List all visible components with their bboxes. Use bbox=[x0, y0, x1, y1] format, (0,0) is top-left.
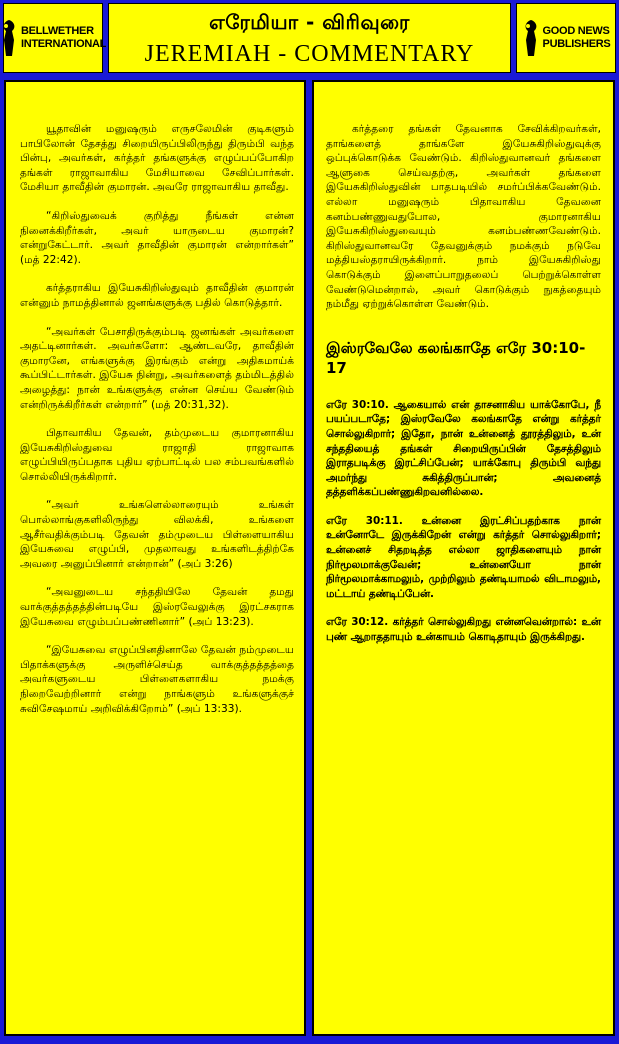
ram-silhouette-icon bbox=[522, 18, 540, 58]
title-box bbox=[108, 3, 511, 73]
paragraph: “அவர்கள் பேசாதிருக்கும்படி ஜனங்கள் அவர்களை அதட்டினார்கள். அவர்களோ: ஆண்டவரே, தாவீதின் குமாரனே, எங்களுக்கு இரங்கும் என்று அதிகமாய்க் கூப்பிட்டார்கள். இயேசு நின்று, அவர்களைத் தம்மிடத்தில் அழைத்து: நான் உங்களுக்கு என்ன செய்ய வேண்டும் என்றிருக்கிறீர்கள் என்றார்” (மத் 20:31,32). bbox=[20, 325, 294, 411]
paragraph: “அவனுடைய சந்ததியிலே தேவன் தமது வாக்குத்தத்தத்தின்படியே இஸ்ரவேலுக்கு இரட்சகராக இயேசுவை எழும்பப்பண்ணினார்” (அப் 13:23). bbox=[20, 586, 294, 628]
right-column bbox=[312, 80, 615, 1036]
logo-right-line1: GOOD NEWS bbox=[542, 25, 610, 37]
page-title-tamil: எரேமியா - விரிவுரை bbox=[209, 10, 410, 34]
ram-silhouette-icon bbox=[0, 18, 18, 58]
logo-right-line2: PUBLISHERS bbox=[542, 38, 611, 50]
intro-paragraph: கர்த்தரை தங்கள் தேவனாக சேவிக்கிறவர்கள், தாங்களைத் தாங்களே இயேசுகிறிஸ்துவுக்கு ஒப்புக்கொடுக்க வேண்டும். கிறிஸ்துவானவர் தங்களை ஆளுகை செய்வதற்கு, அவர்கள் தங்களை இயேசுகிறிஸ்துவின் பாதபடியில் சமர்ப்பிக்கவேண்டும். எல்லா மனுஷரும் பிதாவாகிய தேவனை கனம்பண்ணுவதுபோல, குமாரனாகிய இயேசுகிறிஸ்துவையும் கனம்பண்ணவேண்டும். கிறிஸ்துவானவரே தேவனுக்கும் நமக்கும் நடுவே மத்தியஸ்தராயிருக்கிறார். நாம் இயேசுகிறிஸ்து கொடுக்கும் இளைப்பாறுதலைப் பெற்றுக்கொள்ள வேண்டுமென்றால், அவர் கொடுக்கும் நுகத்தையும் நம்மீது ஏற்றுக்கொள்ள வேண்டும். bbox=[326, 123, 601, 311]
paragraph: யூதாவின் மனுஷரும் எருசலேமின் குடிகளும் பாபிலோன் தேசத்து சிறையிருப்பிலிருந்து திரும்பி வந்த பின்பு, அவர்கள், கர்த்தர் தங்களுக்கு எழுப்பப்போகிற தங்கள் ராஜாவாகிய மேசியாவை சேவிப்பார்கள். மேசியா தாவீதின் குமாரன். அவரே ராஜாவாகிய தாவீது. bbox=[20, 123, 294, 194]
paragraph: “இயேசுவை எழுப்பினதினாலே தேவன் நம்முடைய பிதாக்களுக்கு அருளிச்செய்த வாக்குத்தத்தத்தை அவர்களுடைய பிள்ளைகளாகிய நமக்கு நிறைவேற்றினார் என்று நாங்களும் உங்களுக்குச் சுவிசேஷமாய் அறிவிக்கிறோம்” (அப் 13:33). bbox=[20, 644, 294, 715]
verse-paragraph: எரே 30:12. கர்த்தர் சொல்லுகிறது என்னவென்றால்: உன் புண் ஆறாததாயும் உன்காயம் கொடிதாயும் இருக்கிறது. bbox=[326, 616, 601, 644]
paragraph: பிதாவாகிய தேவன், தம்முடைய குமாரனாகிய இயேசுகிறிஸ்துவை ராஜாதி ராஜாவாக எழுப்பியிருப்பதாக புதிய ஏற்பாட்டில் பல சம்பவங்களில் சொல்லியிருக்கிறார். bbox=[20, 427, 294, 483]
page-title-english: JEREMIAH - COMMENTARY bbox=[144, 41, 475, 67]
paragraph: கர்த்தராகிய இயேசுகிறிஸ்துவும் தாவீதின் குமாரன் என்னும் நாமத்தினால் ஜனங்களுக்கு பதில் கொடுத்தார். bbox=[20, 282, 294, 309]
good-news-logo bbox=[516, 3, 616, 73]
verse-paragraph: எரே 30:11. உன்னை இரட்சிப்பதற்காக நான் உன்னோடே இருக்கிறேன் என்று கர்த்தர் சொல்லுகிறார்; உன்னைச் சிதறடித்த எல்லா ஜாதிகளையும் நான் நிர்மூலமாக்குவேன்; உன்னையோ நான் நிர்மூலமாக்காமலும், முற்றிலும் தண்டியாமல் விடாமலும், மட்டாய் தண்டிப்பேன். bbox=[326, 514, 601, 600]
section-heading: இஸ்ரவேலே கலங்காதே எரே 30:10-17 bbox=[326, 338, 586, 377]
logo-left-line1: BELLWETHER bbox=[20, 25, 94, 37]
page-header bbox=[0, 0, 619, 78]
paragraph: “கிறிஸ்துவைக் குறித்து நீங்கள் என்ன நினைக்கிறீர்கள், அவர் யாருடைய குமாரன்? என்றுகேட்டார். அவர் தாவீதின் குமாரன் என்றார்கள்” (மத் 22:42). bbox=[20, 209, 294, 266]
bellwether-logo bbox=[3, 3, 107, 73]
verse-paragraph: எரே 30:10. ஆகையால் என் தாசனாகிய யாக்கோபே, நீ பயப்படாதே; இஸ்ரவேலே கலங்காதே என்று கர்த்தர் சொல்லுகிறார்; இதோ, நான் உன்னைத் தூரத்திலும், உன் சந்ததியைத் தங்கள் சிறையிருப்பின் தேசத்திலும் இராதபடிக்கு இரட்சிப்பேன்; யாக்கோபு திரும்பி வந்து அமர்ந்து சுகித்திருப்பான்; அவனைத் தத்தளிக்கப்பண்ணுகிறவனில்லை. bbox=[326, 398, 601, 499]
left-column bbox=[4, 80, 306, 1036]
logo-left-line2: INTERNATIONAL bbox=[20, 38, 107, 50]
paragraph: “அவர் உங்களெல்லாரையும் உங்கள் பொல்லாங்குகளிலிருந்து விலக்கி, உங்களை ஆசீர்வதிக்கும்படி தேவன் தம்முடைய பிள்ளையாகிய இயேசுவை எழுப்பி, முதலாவது உங்களிடத்திற்கே அவரை அனுப்பினார் என்றான்” (அப் 3:26) bbox=[20, 499, 294, 570]
